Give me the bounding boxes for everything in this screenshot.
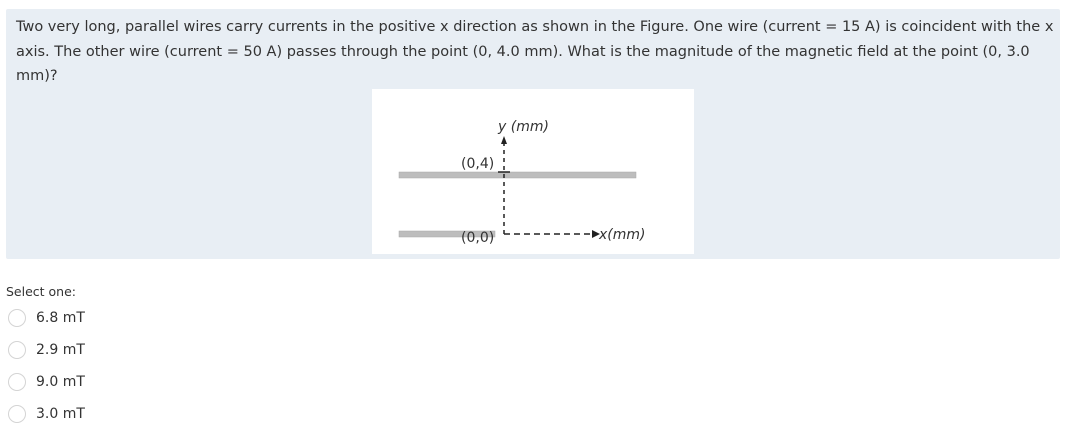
answer-option[interactable] <box>6 366 85 398</box>
wire-figure <box>372 89 694 254</box>
answer-option[interactable] <box>6 398 85 430</box>
x-axis-label: x(mm) <box>599 227 646 243</box>
point-origin-label: (0,0) <box>461 230 495 246</box>
point-upper-label: (0,4) <box>461 156 495 172</box>
question-box <box>6 9 1060 259</box>
answer-option[interactable] <box>6 334 85 366</box>
y-axis-arrow <box>501 136 507 144</box>
answer-label: 2.9 mT <box>36 342 85 358</box>
wire-diagram <box>372 89 694 254</box>
y-axis-label: y (mm) <box>498 119 549 135</box>
answer-label: 9.0 mT <box>36 374 85 390</box>
upper-wire <box>399 172 636 178</box>
answer-label: 3.0 mT <box>36 406 85 422</box>
radio-button[interactable] <box>8 373 26 391</box>
answer-option[interactable] <box>6 302 85 334</box>
question-text: Two very long, parallel wires carry currents in the positive x direction as shown in the Figure. One wire (current = 15 A) is coincident with the x axis. The other wire (current = 50 A) passes through the point (0, 4.0 mm). What is the magnitude of the magnetic field at the point (0, 3.0 mm)? <box>16 19 1054 84</box>
answer-label: 6.8 mT <box>36 310 85 326</box>
select-one-prompt: Select one: <box>6 284 77 299</box>
radio-button[interactable] <box>8 309 26 327</box>
radio-button[interactable] <box>8 405 26 423</box>
radio-button[interactable] <box>8 341 26 359</box>
answer-list <box>6 302 85 430</box>
